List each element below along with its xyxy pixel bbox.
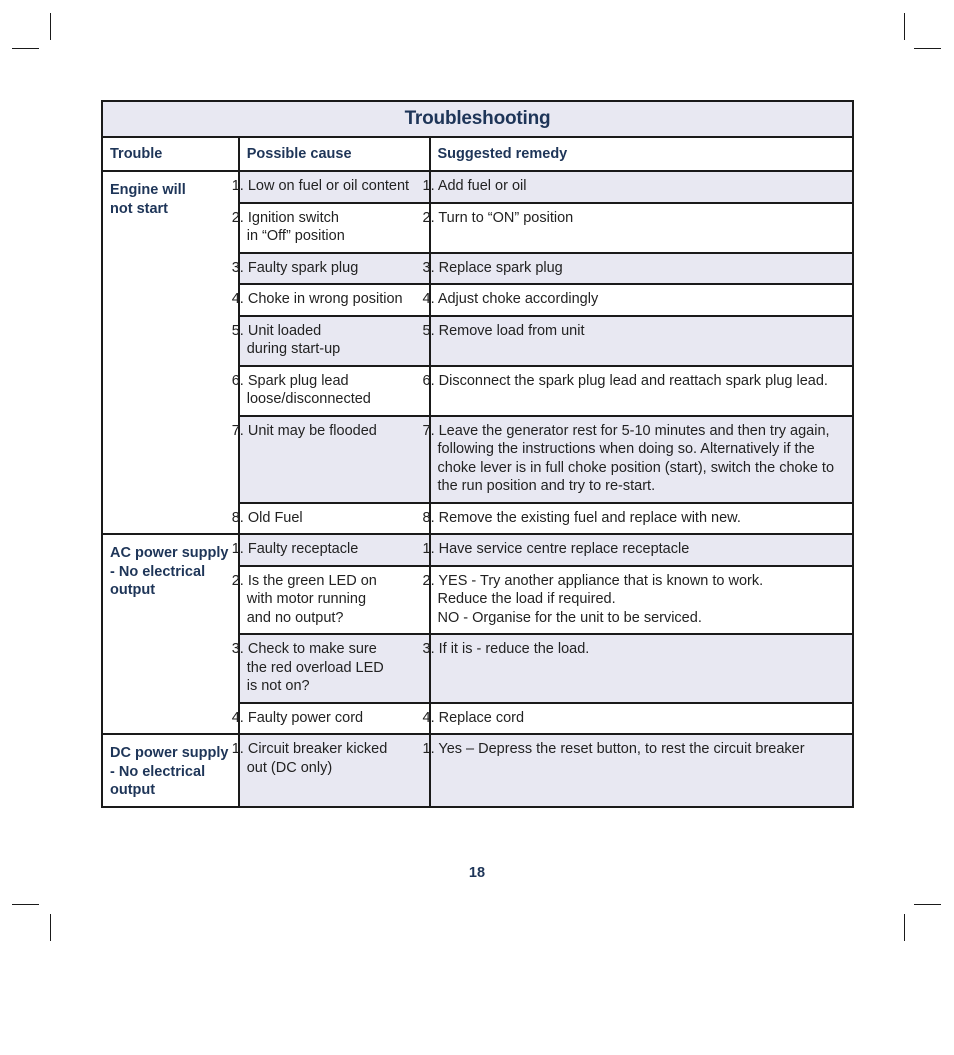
crop-mark: [50, 13, 51, 40]
cause-cell: 4. Choke in wrong position: [239, 284, 430, 316]
remedy-cell: 1. Add fuel or oil: [430, 171, 854, 203]
header-trouble: Trouble: [102, 137, 239, 172]
troubleshooting-table: [101, 100, 854, 808]
cause-cell: 1. Circuit breaker kicked out (DC only): [239, 734, 430, 807]
crop-mark: [904, 914, 905, 941]
table-body: [102, 101, 853, 807]
cause-cell: 1. Low on fuel or oil content: [239, 171, 430, 203]
remedy-cell: 4. Adjust choke accordingly: [430, 284, 854, 316]
remedy-cell: 3. Replace spark plug: [430, 253, 854, 285]
table-row: [102, 534, 853, 566]
crop-mark: [904, 13, 905, 40]
remedy-cell: 2. YES - Try another appliance that is known to work. Reduce the load if required. NO - Organise for the unit to be serviced.: [430, 566, 854, 635]
crop-mark: [12, 48, 39, 49]
trouble-cell: Engine will not start: [102, 171, 239, 534]
crop-mark: [12, 904, 39, 905]
table-header-row: [102, 137, 853, 172]
cause-cell: 2. Is the green LED on with motor running and no output?: [239, 566, 430, 635]
table-row: [102, 734, 853, 807]
cause-cell: 3. Check to make sure the red overload LED is not on?: [239, 634, 430, 703]
remedy-cell: 2. Turn to “ON” position: [430, 203, 854, 253]
header-suggested-remedy: Suggested remedy: [430, 137, 854, 172]
cause-cell: 1. Faulty receptacle: [239, 534, 430, 566]
cause-cell: 4. Faulty power cord: [239, 703, 430, 735]
cause-cell: 2. Ignition switch in “Off” position: [239, 203, 430, 253]
remedy-cell: 3. If it is - reduce the load.: [430, 634, 854, 703]
header-possible-cause: Possible cause: [239, 137, 430, 172]
table-title-row: [102, 101, 853, 137]
remedy-cell: 5. Remove load from unit: [430, 316, 854, 366]
cause-cell: 8. Old Fuel: [239, 503, 430, 535]
remedy-cell: 1. Have service centre replace receptacle: [430, 534, 854, 566]
cause-cell: 3. Faulty spark plug: [239, 253, 430, 285]
remedy-cell: 6. Disconnect the spark plug lead and reattach spark plug lead.: [430, 366, 854, 416]
remedy-cell: 8. Remove the existing fuel and replace with new.: [430, 503, 854, 535]
trouble-cell: AC power supply - No electrical output: [102, 534, 239, 734]
trouble-cell: DC power supply - No electrical output: [102, 734, 239, 807]
cause-cell: 5. Unit loaded during start-up: [239, 316, 430, 366]
crop-mark: [914, 904, 941, 905]
remedy-cell: 4. Replace cord: [430, 703, 854, 735]
cause-cell: 6. Spark plug lead loose/disconnected: [239, 366, 430, 416]
crop-mark: [50, 914, 51, 941]
table-title: Troubleshooting: [102, 101, 853, 137]
remedy-cell: 7. Leave the generator rest for 5-10 minutes and then try again, following the instructions when doing so. Alternatively if the choke lever is in full choke position (start), switch the choke to the run position and try to re-start.: [430, 416, 854, 503]
page-number: 18: [468, 865, 486, 881]
crop-mark: [914, 48, 941, 49]
remedy-cell: 1. Yes – Depress the reset button, to rest the circuit breaker: [430, 734, 854, 807]
cause-cell: 7. Unit may be flooded: [239, 416, 430, 503]
table-row: [102, 171, 853, 203]
